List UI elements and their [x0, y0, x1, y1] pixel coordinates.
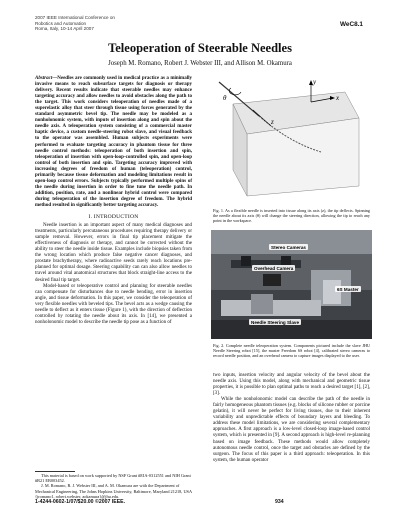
overhead-camera-label: Overhead Camera [254, 265, 294, 271]
figure-2-photo [211, 230, 372, 339]
paper-authors: Joseph M. Romano, Robert J. Webster III, and Allison M. Okamura [108, 60, 292, 67]
paper-title: Teleoperation of Steerable Needles [108, 41, 292, 55]
footnote-rule [35, 471, 75, 472]
stereo-camera-left [241, 256, 251, 266]
master-device-arm [323, 280, 341, 304]
conference-line-1: 2007 IEEE International Conference on [35, 15, 115, 20]
right-paragraph-2: While the nonholonomic model can describe the path of the needle in fairly homogeneous phantom tissues (e.g. blocks of silicone rubber or porcine gelatin), it will never be perfect for living tissues, due to their inherent variability and unpredictable effects of boundary layers and bleeding. To address these model limitations, we are considering several complementary approaches. A first approach is a low-level closed-loop image-based control system, which is presented in [9]. A second approach is high-level re-planning based on image feedback. These methods would allow completely autonomous needle control, once the target and obstacles are defined by the surgeon. The focus of this paper is a third approach: teleoperation. In this system, the human operator [213, 397, 370, 463]
theta-arc [229, 88, 241, 95]
abstract [35, 76, 192, 209]
figure-2-caption: Fig. 2. Complete needle teleoperation system. Components pictured include the slave JHU Needle Steering robot [15], the master Freedom 6S robot [4], calibrated stereo cameras to record needle position, and an overhead camera to capture images displayed to the user. [213, 343, 370, 359]
needle-steering-slave-label: Needle Steering Slave [251, 319, 300, 325]
slave-robot-carriage [251, 294, 273, 314]
z-axis-label: z [271, 118, 274, 126]
session-id: WeC8.1 [340, 21, 363, 28]
master-label: 6S Master [337, 286, 359, 292]
abstract-lead: Abstract [35, 76, 53, 81]
left-column [35, 76, 192, 326]
figure-1-diagram [213, 78, 363, 200]
theta-label: θ [223, 94, 227, 102]
figure-1-caption: Fig. 1. As a flexible needle is inserted into tissue along its axis (z), the tip deflects. Spinning the needle about its axis (θ) will change the steering direction, allowing the tip to reach any point in the workspace. [213, 208, 370, 224]
footnote-funding: This material is based on work supported by NSF Grant #EIA-0312551 and NIH Grant #R21 EB003452. [35, 473, 191, 484]
conference-location: Roma, Italy, 10-14 April 2007 [35, 26, 94, 32]
needle-diagram-svg [213, 78, 363, 200]
page-number: 934 [275, 499, 284, 505]
footnotes [35, 473, 192, 499]
overhead-camera-body [263, 274, 281, 286]
intro-paragraph-1: Needle insertion is an important aspect of many medical diagnoses and treatments, particularly percutaneous procedures requiring therapy delivery or sample removal. However, errors in final tip placement mitigate the effectiveness of diagnosis or therapy, and cannot be corrected without the ability to steer the needle inside tissue. Examples include biopsies taken from the wrong location which produce false negative cancer diagnoses, and prostate brachytherapy, where radioactive seeds rarely reach locations pre-planned for optimal dosage. Steering capability can can also allow needles to travel around vital anatomical structures that block straight-line access to the desired final tip target. [35, 223, 192, 283]
conference-header [35, 15, 115, 32]
stereo-cameras-label: Stereo Cameras [271, 244, 306, 250]
intro-heading: I. INTRODUCTION [88, 214, 139, 221]
x-axis-label: x [336, 94, 340, 102]
conference-line-2: Robotics and Automation [35, 20, 87, 26]
intro-paragraph-2: Model-based or teleoperative control and planning for steerable needles can compensate for disturbances due to needle bending, error in insertion angle, and tissue deformation. In this paper, we consider the teleoperation of very flexible needles with beveled tips. The bevel acts as a wedge causing the needle to deflect as it enters tissue (Figure 1), with the direction of deflection controlled by rotating the needle about its axis. In [14], we presented a nonholonomic model to describe the needle tip pose as a function of [35, 283, 192, 325]
footnote-affiliation: J. M. Romano, R. J. Webster III, and A. M. Okamura are with the Department of Mechanical Engineering, The Johns Hopkins University, Baltimore, Maryland 21218, USA {jromano1, robert.webster, aokamura}@jhu.edu. [35, 483, 192, 499]
footer-isbn: 1-4244-0602-1/07/$20.00 ©2007 IEEE. [35, 499, 126, 505]
ceiling-area [211, 230, 372, 254]
abstract-text: —Needles are commonly used in medical practice as a minimally invasive means to reach subsurface targets for diagnosis or therapy delivery. Recent results indicate that steerable needles may enhance targeting accuracy and allow needles to avoid obstacles along the path to the target. This work considers teleoperation of needles made of a superelastic alloy that steer through tissue using forces generated by the standard asymmetric bevel tip. The needle may be modeled as a nonholonomic system, with inputs of insertion along and spin about the needle axis. A teleoperation system consisting of a commercial master haptic device, a custom needle-steering robot slave, and visual feedback to the operator was assembled. Human subjects experiments were performed to evaluate targeting accuracy in phantom tissue for three needle control methods: teleoperation of both insertion and spin, teleoperation of insertion with open-loop-controlled spin, and open-loop control of both insertion and spin. Targeting accuracy improved with increasing degrees of freedom of human (teleoperation) control, primarily because tissue deformation and modeling limitations result in open-loop control errors. Subjects typically performed multiple spins of the needle during insertion in order to fine tune the needle path. In addition, position, rate, and a nonlinear hybrid control were compared during teleoperation of the insertion degree of freedom. The hybrid method resulted in significantly better targeting accuracy. [35, 76, 192, 208]
right-column [213, 373, 370, 464]
right-paragraph-1: two inputs, insertion velocity and angular velocity of the bevel about the needle axis. Using this model, along with mechanical and geometric tissue properties, it is possible to plan optimal paths to reach a desired target [1], [2], [3]. [213, 373, 370, 397]
y-axis-label: y [313, 78, 317, 86]
